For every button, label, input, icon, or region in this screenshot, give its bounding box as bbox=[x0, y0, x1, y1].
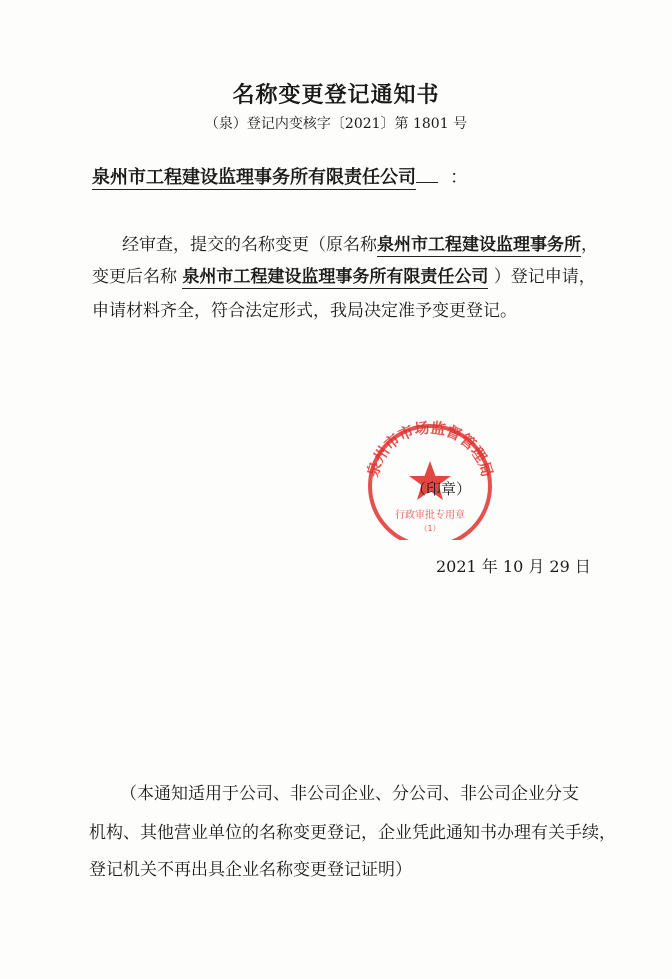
addressee-company: 泉州市工程建设监理事务所有限责任公司 bbox=[92, 167, 416, 188]
addressee-underline-pad bbox=[416, 182, 438, 183]
body-line-2 bbox=[92, 262, 596, 287]
body-line-3: 申请材料齐全，符合法定形式，我局决定准予变更登记。 bbox=[92, 301, 517, 321]
body-line-2-prefix: 变更后名称 bbox=[92, 267, 177, 287]
body-line-1 bbox=[122, 230, 598, 255]
document-title: 名称变更登记通知书 bbox=[232, 82, 440, 108]
note-line-2: 机构、其他营业单位的名称变更登记，企业凭此通知书办理有关手续， bbox=[89, 823, 616, 843]
issue-date: 2021 年 10 月 29 日 bbox=[436, 557, 591, 576]
seal-ring-text: 泉州市市场监督管理局 bbox=[363, 418, 497, 480]
body-line-1-suffix: ， bbox=[581, 235, 598, 255]
seal-number: （1） bbox=[419, 524, 441, 533]
seal-label: （印章） bbox=[411, 480, 472, 498]
body-line-1-prefix: 经审查，提交的名称变更（原名称 bbox=[122, 235, 377, 255]
body-line-2-suffix: ）登记申请， bbox=[493, 267, 596, 287]
new-name: 泉州市工程建设监理事务所有限责任公司 bbox=[182, 267, 489, 287]
note-line-3: 登记机关不再出具企业名称变更登记证明） bbox=[89, 860, 412, 880]
note-line-1: （本通知适用于公司、非公司企业、分公司、非公司企业分支 bbox=[120, 784, 579, 804]
document-number: （泉）登记内变核字〔2021〕第 1801 号 bbox=[204, 116, 468, 132]
addressee-line bbox=[92, 163, 468, 189]
seal-bottom-text: 行政审批专用章 bbox=[395, 510, 465, 521]
old-name: 泉州市工程建设监理事务所 bbox=[377, 235, 581, 255]
addressee-colon: ： bbox=[450, 167, 468, 188]
